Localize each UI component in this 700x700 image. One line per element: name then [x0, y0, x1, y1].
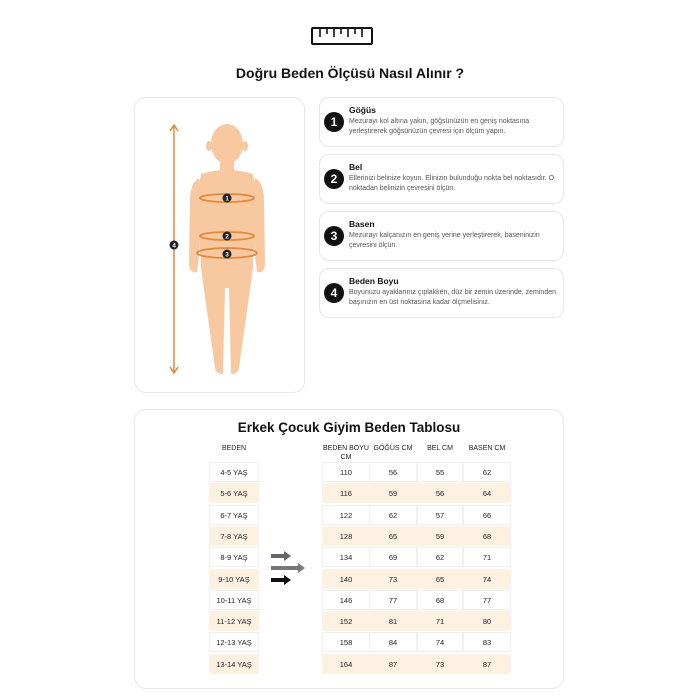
size-table-title: Erkek Çocuk Giyim Beden Tablosu	[237, 420, 461, 435]
step-card-basen	[319, 211, 564, 261]
step-description: Boyunuzu ayaklarınız çıplakken, düz bir zemin üzerinde, zeminden başınızın en üst noktasına kadar ölçmelisiniz.	[349, 289, 556, 306]
value-cell: 146	[322, 590, 370, 610]
step-title: Göğüs	[349, 105, 376, 115]
value-cell: 62	[463, 462, 511, 482]
step-title: Bel	[349, 162, 363, 172]
value-cell: 122	[322, 505, 370, 525]
size-cell: 10-11 YAŞ	[209, 590, 259, 610]
value-cell: 65	[417, 569, 463, 589]
hip-column-header: BASEN CM	[468, 445, 506, 452]
value-cell: 116	[322, 483, 370, 503]
value-cell: 77	[369, 590, 417, 610]
size-cell: 13-14 YAŞ	[209, 654, 259, 674]
value-cell: 68	[463, 526, 511, 546]
value-cell: 134	[322, 547, 370, 567]
value-cell: 81	[369, 611, 417, 631]
step-number: 2	[324, 169, 344, 189]
value-cell: 164	[322, 654, 370, 674]
chest-column-header: GÖĞÜS CM	[373, 445, 413, 452]
marker-3: 3	[225, 251, 229, 259]
value-cell: 66	[463, 505, 511, 525]
value-cell: 59	[369, 483, 417, 503]
value-cell: 69	[369, 547, 417, 567]
value-cell: 152	[322, 611, 370, 631]
size-table-card	[134, 409, 564, 689]
value-cell: 64	[463, 483, 511, 503]
step-title: Basen	[349, 219, 375, 229]
value-cell: 158	[322, 632, 370, 652]
value-cell: 62	[369, 505, 417, 525]
value-cell: 59	[417, 526, 463, 546]
size-cell: 6-7 YAŞ	[209, 505, 259, 525]
value-cell: 56	[417, 483, 463, 503]
value-cell: 62	[417, 547, 463, 567]
marker-2: 2	[225, 233, 229, 241]
value-cell: 65	[369, 526, 417, 546]
step-card-gogus	[319, 97, 564, 147]
step-description: Ellerinizi belinize koyun. Elinizin bulunduğu nokta bel noktasıdır. O noktadan belinizin çevresini ölçün.	[349, 175, 555, 192]
value-cell: 80	[463, 611, 511, 631]
value-cell: 87	[463, 654, 511, 674]
value-cell: 71	[417, 611, 463, 631]
value-cell: 140	[322, 569, 370, 589]
value-cell: 84	[369, 632, 417, 652]
value-cell: 68	[417, 590, 463, 610]
marker-1: 1	[225, 195, 229, 203]
step-card-beden-boyu	[319, 268, 564, 318]
size-column-header: BEDEN	[221, 445, 247, 452]
arrows-right-icon	[269, 550, 309, 590]
ruler-icon	[311, 27, 373, 45]
size-cell: 11-12 YAŞ	[209, 611, 259, 631]
child-body-illustration	[135, 98, 304, 392]
height-column-header: BEDEN BOYU CM	[323, 445, 369, 461]
step-number: 4	[324, 283, 344, 303]
size-cell: 9-10 YAŞ	[209, 569, 259, 589]
value-cell: 55	[417, 462, 463, 482]
size-cell: 5-6 YAŞ	[209, 483, 259, 503]
value-cell: 73	[417, 654, 463, 674]
value-cell: 74	[417, 632, 463, 652]
marker-4: 4	[172, 242, 176, 250]
size-cell: 8-9 YAŞ	[209, 547, 259, 567]
value-cell: 77	[463, 590, 511, 610]
step-description: Mezurayı kalçanızın en geniş yerine yerleştirerek, baseninizin çevresini ölçün.	[349, 232, 540, 249]
value-cell: 74	[463, 569, 511, 589]
step-number: 1	[324, 112, 344, 132]
body-silhouette	[189, 124, 265, 374]
step-title: Beden Boyu	[349, 276, 399, 286]
body-figure-card	[134, 97, 305, 393]
page-title: Doğru Beden Ölçüsü Nasıl Alınır ?	[235, 65, 465, 81]
size-cell: 4-5 YAŞ	[209, 462, 259, 482]
size-cell: 12-13 YAŞ	[209, 632, 259, 652]
step-description: Mezurayı kol altına yakın, göğsünüzün en geniş noktasına yerleştirerek göğsünüzün çevresi için ölçüm yapın.	[349, 118, 530, 135]
value-cell: 128	[322, 526, 370, 546]
step-number: 3	[324, 226, 344, 246]
value-cell: 71	[463, 547, 511, 567]
value-cell: 87	[369, 654, 417, 674]
value-cell: 73	[369, 569, 417, 589]
waist-column-header: BEL CM	[427, 445, 453, 452]
size-cell: 7-8 YAŞ	[209, 526, 259, 546]
value-cell: 110	[322, 462, 370, 482]
step-card-bel	[319, 154, 564, 204]
value-cell: 57	[417, 505, 463, 525]
value-cell: 56	[369, 462, 417, 482]
value-cell: 83	[463, 632, 511, 652]
